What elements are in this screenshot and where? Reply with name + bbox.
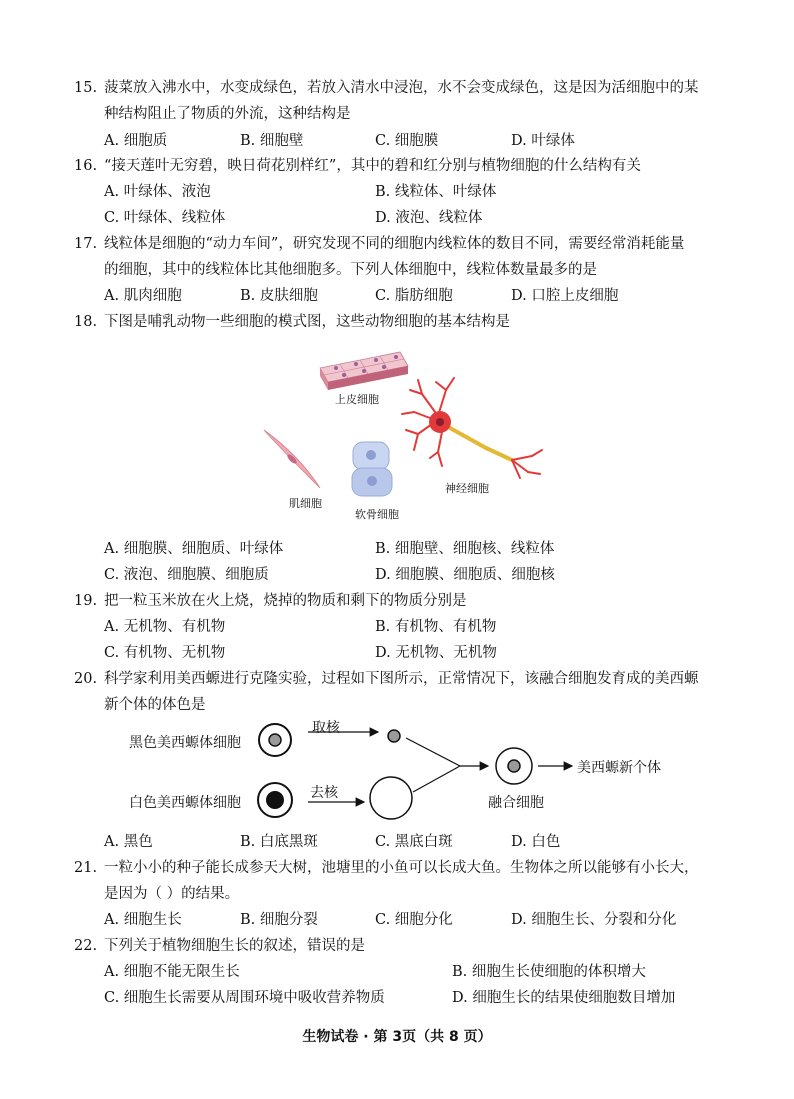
option-a: A. 叶绿体、液泡 — [104, 184, 211, 200]
option-b: B. 皮肤细胞 — [240, 288, 318, 304]
question-text: 菠菜放入沸水中，水变成绿色，若放入清水中浸泡，水不会变成绿色，这是因为活细胞中的某 — [104, 80, 699, 96]
question-text: 下列关于植物细胞生长的叙述，错误的是 — [104, 938, 365, 954]
question-text: 是因为（ ）的结果。 — [104, 886, 240, 902]
question-text: “接天莲叶无穷碧，映日荷花别样红”，其中的碧和红分别与植物细胞的什么结构有关 — [104, 158, 641, 174]
option-a: A. 细胞不能无限生长 — [104, 964, 240, 980]
option-d: D. 细胞膜、细胞质、细胞核 — [375, 567, 555, 583]
option-d: D. 无机物、无机物 — [375, 645, 497, 661]
option-b: B. 白底黑斑 — [240, 834, 318, 850]
question-number: 17. — [74, 236, 98, 252]
question-number: 18. — [74, 314, 98, 330]
muscle-cell-image — [264, 430, 320, 488]
option-b: B. 细胞壁、细胞核、线粒体 — [375, 541, 555, 557]
option-a: A. 无机物、有机物 — [104, 619, 226, 635]
diagram-label-black-cell: 黑色美西螈体细胞 — [129, 735, 241, 751]
question-number: 15. — [74, 80, 98, 96]
question-text: 科学家利用美西螈进行克隆实验，过程如下图所示，正常情况下，该融合细胞发育成的美西螈 — [104, 671, 699, 687]
figure-label-muscle: 肌细胞 — [289, 497, 322, 510]
question-text: 种结构阻止了物质的外流，这种结构是 — [104, 106, 351, 122]
epithelial-cells-image — [320, 352, 408, 390]
option-d: D. 白色 — [511, 834, 561, 850]
cartilage-cells-image — [352, 442, 392, 496]
enucleated-cell-icon — [370, 777, 412, 819]
question-number: 16. — [74, 158, 98, 174]
question-number: 20. — [74, 671, 98, 687]
option-a: A. 细胞生长 — [104, 912, 182, 928]
option-c: C. 黑底白斑 — [375, 834, 453, 850]
option-b: B. 细胞分裂 — [240, 912, 318, 928]
neuron-image — [402, 378, 542, 478]
figure-label-cartilage: 软骨细胞 — [355, 508, 399, 521]
option-b: B. 线粒体、叶绿体 — [375, 184, 497, 200]
option-c: C. 细胞膜 — [375, 133, 439, 149]
option-a: A. 细胞质 — [104, 133, 168, 149]
question-text: 一粒小小的种子能长成参天大树，池塘里的小鱼可以长成大鱼。生物体之所以能够有小长大， — [104, 860, 699, 876]
diagram-label-fused: 融合细胞 — [488, 795, 544, 811]
option-c: C. 液泡、细胞膜、细胞质 — [104, 567, 269, 583]
option-d: D. 细胞生长、分裂和分化 — [511, 912, 677, 928]
diagram-label-extract: 取核 — [312, 720, 340, 736]
question-number: 22. — [74, 938, 98, 954]
page-footer: 生物试卷 · 第 3页（共 8 页） — [302, 1029, 492, 1045]
option-a: A. 细胞膜、细胞质、叶绿体 — [104, 541, 284, 557]
option-c: C. 细胞分化 — [375, 912, 453, 928]
diagram-label-white-cell: 白色美西螈体细胞 — [129, 795, 241, 811]
figure-label-neuron: 神经细胞 — [445, 482, 489, 495]
question-text: 新个体的体色是 — [104, 697, 206, 713]
option-b: B. 细胞壁 — [240, 133, 304, 149]
option-d: D. 液泡、线粒体 — [375, 210, 483, 226]
option-d: D. 细胞生长的结果使细胞数目增加 — [452, 990, 676, 1006]
option-c: C. 细胞生长需要从周围环境中吸收营养物质 — [104, 990, 385, 1006]
option-c: C. 有机物、无机物 — [104, 645, 226, 661]
question-text: 的细胞，其中的线粒体比其他细胞多。下列人体细胞中，线粒体数量最多的是 — [104, 262, 597, 278]
option-d: D. 叶绿体 — [511, 133, 575, 149]
option-d: D. 口腔上皮细胞 — [511, 288, 619, 304]
diagram-label-enucleate: 去核 — [310, 785, 338, 801]
question-text: 把一粒玉米放在火上烧，烧掉的物质和剩下的物质分别是 — [104, 593, 467, 609]
figure-label-epithelial: 上皮细胞 — [335, 393, 379, 406]
option-a: A. 黑色 — [104, 834, 153, 850]
option-b: B. 有机物、有机物 — [375, 619, 497, 635]
diagram-label-new-individual: 美西螈新个体 — [577, 760, 661, 776]
question-number: 21. — [74, 860, 98, 876]
option-c: C. 脂肪细胞 — [375, 288, 453, 304]
option-c: C. 叶绿体、线粒体 — [104, 210, 226, 226]
question-text: 线粒体是细胞的“动力车间”，研究发现不同的细胞内线粒体的数目不同，需要经常消耗能量 — [104, 236, 685, 252]
question-text: 下图是哺乳动物一些细胞的模式图，这些动物细胞的基本结构是 — [104, 314, 510, 330]
option-a: A. 肌肉细胞 — [104, 288, 182, 304]
nucleus-icon — [388, 730, 400, 742]
question-number: 19. — [74, 593, 98, 609]
option-b: B. 细胞生长使细胞的体积增大 — [452, 964, 646, 980]
cloning-diagram — [250, 712, 580, 832]
